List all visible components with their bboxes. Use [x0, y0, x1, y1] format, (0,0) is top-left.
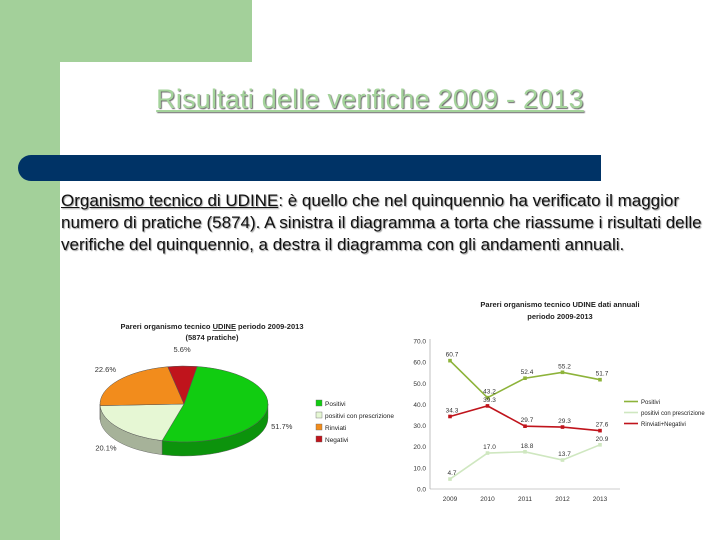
- pie-label-2: 22.6%: [94, 364, 117, 374]
- line-data-label-1-0: 4.7: [447, 470, 457, 478]
- line-series-1: [450, 442, 600, 479]
- pie-chart: [84, 318, 404, 478]
- line-ytick-3: 30.0: [413, 423, 426, 431]
- line-point-0-0: [448, 359, 452, 363]
- line-point-2-4: [598, 429, 602, 433]
- line-ytick-5: 50.0: [413, 380, 426, 388]
- line-series: [446, 352, 609, 481]
- body-text-lead: Organismo tecnico di UDINE: [61, 191, 279, 210]
- line-title-line1: Pareri organismo tecnico UDINE dati annuali: [480, 300, 640, 309]
- line-data-label-0-3: 55.2: [558, 363, 571, 371]
- pie-legend-label-3: Negativi: [325, 437, 349, 444]
- line-ytick-0: 0.0: [416, 486, 426, 494]
- pie-legend-swatch-0: [316, 400, 322, 406]
- line-data-label-2-3: 29.3: [558, 418, 571, 426]
- line-chart: [400, 296, 720, 508]
- line-legend-label-1: positivi con prescrizione: [641, 411, 705, 417]
- line-point-0-2: [523, 376, 527, 380]
- line-ytick-4: 40.0: [413, 401, 426, 409]
- line-ytick-1: 10.0: [413, 465, 426, 473]
- pie-legend-swatch-3: [316, 436, 322, 442]
- line-xtick-1: 2010: [480, 496, 495, 503]
- line-point-2-2: [523, 424, 527, 428]
- line-point-2-0: [448, 415, 452, 419]
- pie-title-underlined: UDINE: [212, 322, 236, 331]
- line-legend-label-0: Positivi: [641, 400, 661, 406]
- pie-legend-label-1: positivi con prescrizione: [325, 413, 395, 420]
- line-xtick-0: 2009: [442, 496, 458, 503]
- line-ytick-6: 60.0: [413, 359, 426, 367]
- line-point-1-3: [561, 458, 565, 462]
- line-point-1-0: [448, 477, 452, 481]
- line-data-label-1-2: 18.8: [520, 442, 534, 450]
- slide-title: Risultati delle verifiche 2009 - 2013: [156, 84, 584, 114]
- line-point-0-4: [598, 378, 602, 382]
- line-ytick-2: 20.0: [413, 444, 426, 452]
- line-data-label-2-2: 29.7: [520, 417, 534, 425]
- pie-label-1: 20.1%: [95, 443, 117, 453]
- line-xtick-4: 2013: [592, 496, 608, 503]
- pie-legend: [316, 400, 394, 444]
- line-data-label-1-3: 13.7: [558, 451, 571, 459]
- line-point-0-3: [561, 370, 565, 374]
- pie-title: [120, 322, 303, 331]
- line-legend-label-2: Rinviati+Negativi: [641, 422, 686, 428]
- pie-legend-swatch-2: [316, 424, 322, 430]
- slide-body-text: [61, 190, 716, 256]
- line-point-2-1: [486, 404, 490, 408]
- line-legend: [624, 400, 705, 428]
- line-data-label-0-1: 43.2: [483, 388, 496, 396]
- pie-legend-swatch-1: [316, 412, 322, 418]
- pie-legend-label-2: Rinviati: [325, 425, 347, 432]
- line-data-label-1-4: 20.9: [595, 435, 609, 443]
- line-data-label-0-0: 60.7: [445, 351, 459, 359]
- body-text-rest: : è quello che nel quinquennio ha verificato il maggior numero di pratiche (5874). A sinistra il diagramma a torta che riassume i risultati delle verifiche del quinquennio, a destra il diagramma con gli andamenti annuali.: [61, 191, 702, 254]
- pie-chart-svg: [84, 318, 404, 478]
- line-data-label-1-1: 17.0: [483, 444, 496, 452]
- line-data-label-2-0: 34.3: [445, 407, 459, 415]
- line-data-label-0-4: 51.7: [595, 370, 609, 378]
- line-data-label-2-4: 27.6: [595, 421, 609, 429]
- line-ytick-7: 70.0: [413, 338, 426, 346]
- pie-label-0: 51.7%: [271, 421, 293, 431]
- line-xtick-2: 2011: [518, 496, 532, 503]
- line-point-1-1: [486, 451, 490, 455]
- decor-left-band: [0, 0, 60, 540]
- pie-label-3: 5.6%: [173, 345, 191, 355]
- line-title-line2: periodo 2009-2013: [527, 312, 593, 321]
- title-divider-bar: [18, 155, 601, 181]
- pie-subtitle: (5874 pratiche): [185, 333, 239, 342]
- pie-body: [95, 345, 293, 456]
- line-data-label-2-1: 39.3: [483, 396, 496, 404]
- line-data-label-0-2: 52.4: [520, 369, 534, 377]
- line-chart-svg: [400, 296, 720, 508]
- line-xtick-3: 2012: [555, 496, 570, 503]
- line-point-1-4: [598, 443, 602, 447]
- line-point-2-3: [561, 425, 565, 429]
- pie-legend-label-0: Positivi: [325, 401, 346, 408]
- pie-title-pre: Pareri organismo tecnico: [120, 322, 213, 331]
- pie-title-post: periodo 2009-2013: [235, 322, 304, 331]
- line-point-1-2: [523, 450, 527, 454]
- line-axes: [413, 339, 620, 504]
